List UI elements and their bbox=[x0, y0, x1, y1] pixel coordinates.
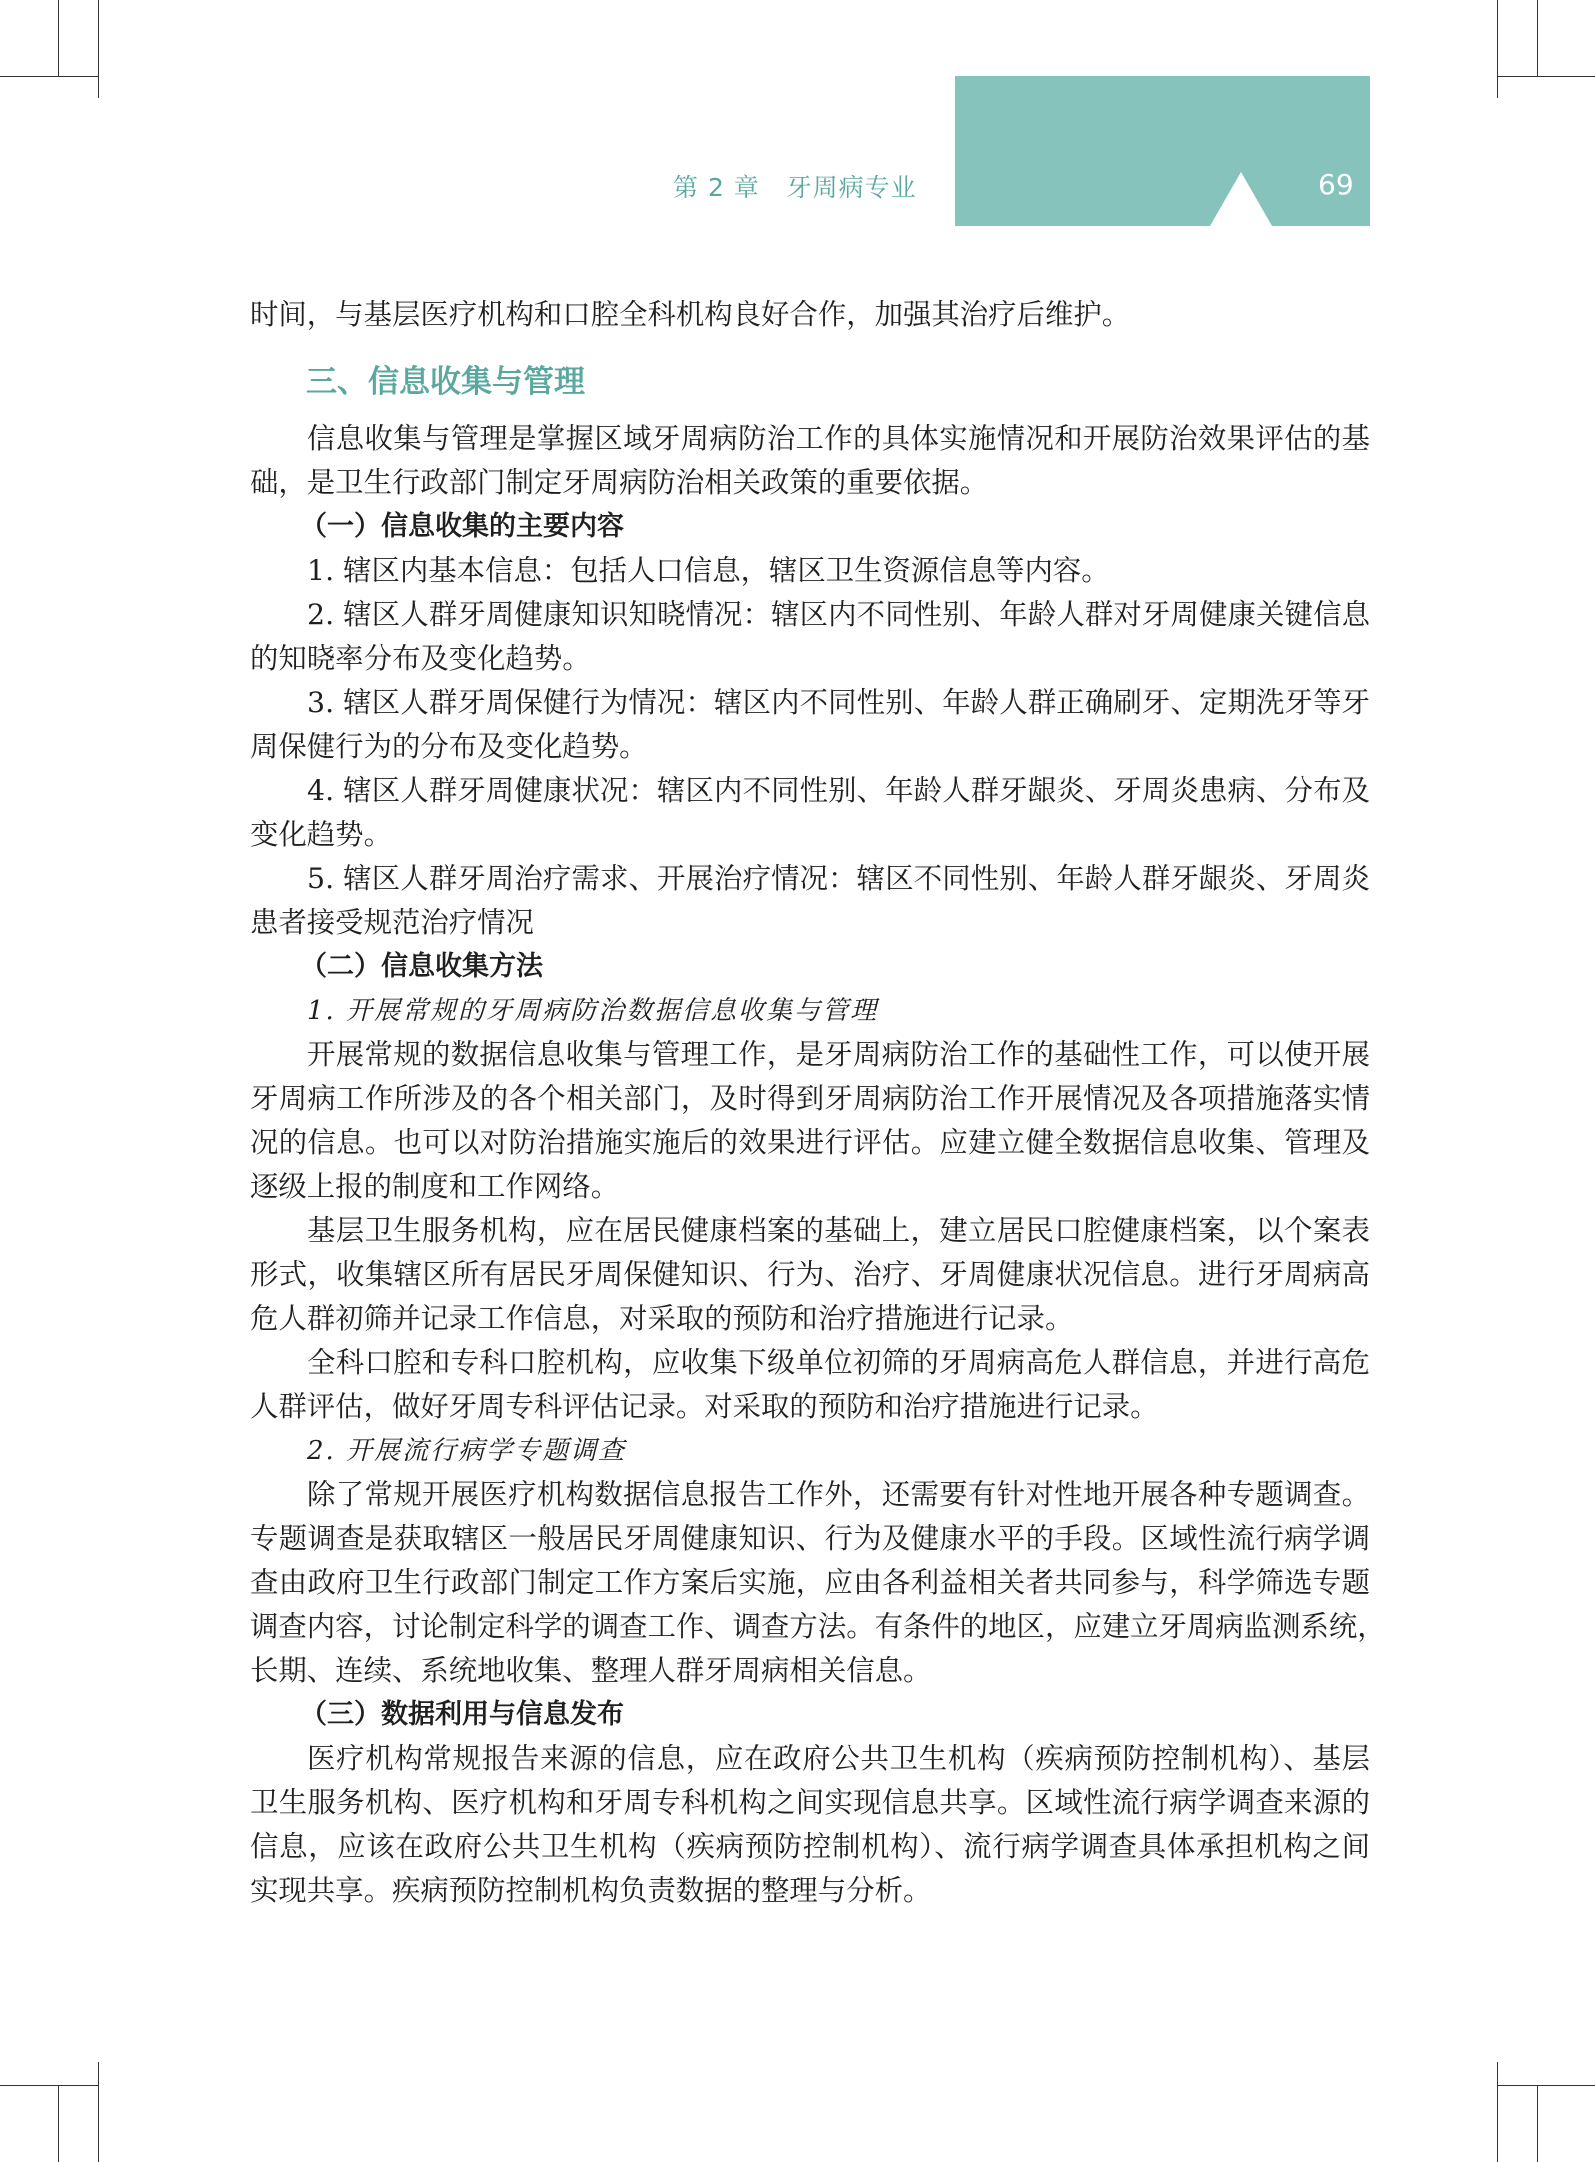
crop-mark-bottom-right-h bbox=[1497, 2085, 1595, 2086]
text-line: 5. 辖区人群牙周治疗需求、开展治疗情况：辖区不同性别、年龄人群牙龈炎、牙周炎 bbox=[307, 862, 1370, 895]
list-item-1: 1. 辖区内基本信息：包括人口信息，辖区卫生资源信息等内容。 bbox=[307, 554, 1110, 587]
text-line: 查由政府卫生行政部门制定工作方案后实施，应由各利益相关者共同参与，科学筛选专题 bbox=[250, 1566, 1370, 1599]
paragraph bbox=[250, 1341, 1370, 1429]
crop-mark-bottom-right-v bbox=[1537, 2085, 1538, 2162]
section-title: 三、信息收集与管理 bbox=[306, 364, 585, 400]
paragraph bbox=[250, 1209, 1370, 1341]
item-title-1: 1. 开展常规的牙周病防治数据信息收集与管理 bbox=[307, 996, 879, 1026]
item-title-2: 2. 开展流行病学专题调查 bbox=[307, 1436, 627, 1466]
text-line: 专题调查是获取辖区一般居民牙周健康知识、行为及健康水平的手段。区域性流行病学调 bbox=[250, 1522, 1370, 1555]
text-line: 全科口腔和专科口腔机构，应收集下级单位初筛的牙周病高危人群信息，并进行高危 bbox=[307, 1346, 1370, 1379]
text-line: 形式，收集辖区所有居民牙周保健知识、行为、治疗、牙周健康状况信息。进行牙周病高 bbox=[250, 1258, 1370, 1291]
text-line: 况的信息。也可以对防治措施实施后的效果进行评估。应建立健全数据信息收集、管理及 bbox=[250, 1126, 1370, 1159]
list-item-4 bbox=[250, 769, 1370, 857]
text-line: 卫生服务机构、医疗机构和牙周专科机构之间实现信息共享。区域性流行病学调查来源的 bbox=[250, 1786, 1370, 1819]
crop-mark-bottom-right-v2 bbox=[1497, 2062, 1498, 2162]
text-line: 人群评估，做好牙周专科评估记录。对采取的预防和治疗措施进行记录。 bbox=[250, 1390, 1159, 1423]
text-line: 的知晓率分布及变化趋势。 bbox=[250, 642, 591, 675]
page-number: 69 bbox=[1318, 168, 1354, 201]
text-line: 除了常规开展医疗机构数据信息报告工作外，还需要有针对性地开展各种专题调查。 bbox=[307, 1478, 1370, 1511]
text-line: 4. 辖区人群牙周健康状况：辖区内不同性别、年龄人群牙龈炎、牙周炎患病、分布及 bbox=[307, 774, 1370, 807]
text-line: 2. 辖区人群牙周健康知识知晓情况：辖区内不同性别、年龄人群对牙周健康关键信息 bbox=[307, 598, 1370, 631]
subsection-title-3: （三）数据利用与信息发布 bbox=[300, 1699, 624, 1730]
page-body bbox=[250, 293, 1386, 1913]
text-line: 信息，应该在政府公共卫生机构（疾病预防控制机构）、流行病学调查具体承担机构之间 bbox=[250, 1830, 1370, 1863]
header-band bbox=[955, 76, 1370, 226]
text-line: 开展常规的数据信息收集与管理工作，是牙周病防治工作的基础性工作，可以使开展 bbox=[307, 1038, 1370, 1071]
paragraph bbox=[250, 1737, 1370, 1913]
header-notch-triangle bbox=[1210, 172, 1272, 226]
text-line: 3. 辖区人群牙周保健行为情况：辖区内不同性别、年龄人群正确刷牙、定期洗牙等牙 bbox=[307, 686, 1370, 719]
text-line: 信息收集与管理是掌握区域牙周病防治工作的具体实施情况和开展防治效果评估的基 bbox=[307, 422, 1370, 455]
subsection-title-1: （一）信息收集的主要内容 bbox=[300, 511, 624, 542]
text-line: 调查内容，讨论制定科学的调查工作、调查方法。有条件的地区，应建立牙周病监测系统， bbox=[250, 1610, 1386, 1643]
list-item-3 bbox=[250, 681, 1370, 769]
paragraph bbox=[250, 1473, 1386, 1693]
crop-mark-top-right-v2 bbox=[1497, 0, 1498, 98]
text-line: 患者接受规范治疗情况 bbox=[250, 906, 534, 939]
crop-mark-top-left-v2 bbox=[98, 0, 99, 98]
crop-mark-bottom-left-h bbox=[0, 2085, 98, 2086]
intro-paragraph bbox=[250, 417, 1370, 505]
continuation-line: 时间，与基层医疗机构和口腔全科机构良好合作，加强其治疗后维护。 bbox=[250, 298, 1131, 331]
text-line: 长期、连续、系统地收集、整理人群牙周病相关信息。 bbox=[250, 1654, 932, 1687]
text-line: 周保健行为的分布及变化趋势。 bbox=[250, 730, 648, 763]
list-item-5 bbox=[250, 857, 1370, 945]
text-line: 基层卫生服务机构，应在居民健康档案的基础上，建立居民口腔健康档案，以个案表 bbox=[307, 1214, 1370, 1247]
crop-mark-top-left-h bbox=[0, 76, 98, 77]
text-line: 变化趋势。 bbox=[250, 818, 392, 851]
subsection-title-2: （二）信息收集方法 bbox=[300, 951, 543, 982]
text-line: 实现共享。疾病预防控制机构负责数据的整理与分析。 bbox=[250, 1874, 932, 1907]
crop-mark-top-right-v bbox=[1537, 0, 1538, 76]
text-line: 牙周病工作所涉及的各个相关部门，及时得到牙周病防治工作开展情况及各项措施落实情 bbox=[250, 1082, 1370, 1115]
text-line: 危人群初筛并记录工作信息，对采取的预防和治疗措施进行记录。 bbox=[250, 1302, 1074, 1335]
chapter-title: 第 2 章 牙周病专业 bbox=[673, 173, 917, 202]
list-item-2 bbox=[250, 593, 1370, 681]
paragraph bbox=[250, 1033, 1370, 1209]
crop-mark-top-right-h bbox=[1497, 76, 1595, 77]
text-line: 医疗机构常规报告来源的信息，应在政府公共卫生机构（疾病预防控制机构）、基层 bbox=[307, 1742, 1370, 1775]
text-line: 逐级上报的制度和工作网络。 bbox=[250, 1170, 620, 1203]
crop-mark-bottom-left-v bbox=[58, 2085, 59, 2162]
crop-mark-top-left-v bbox=[58, 0, 59, 76]
crop-mark-bottom-left-v2 bbox=[98, 2062, 99, 2162]
text-line: 础，是卫生行政部门制定牙周病防治相关政策的重要依据。 bbox=[250, 466, 989, 499]
